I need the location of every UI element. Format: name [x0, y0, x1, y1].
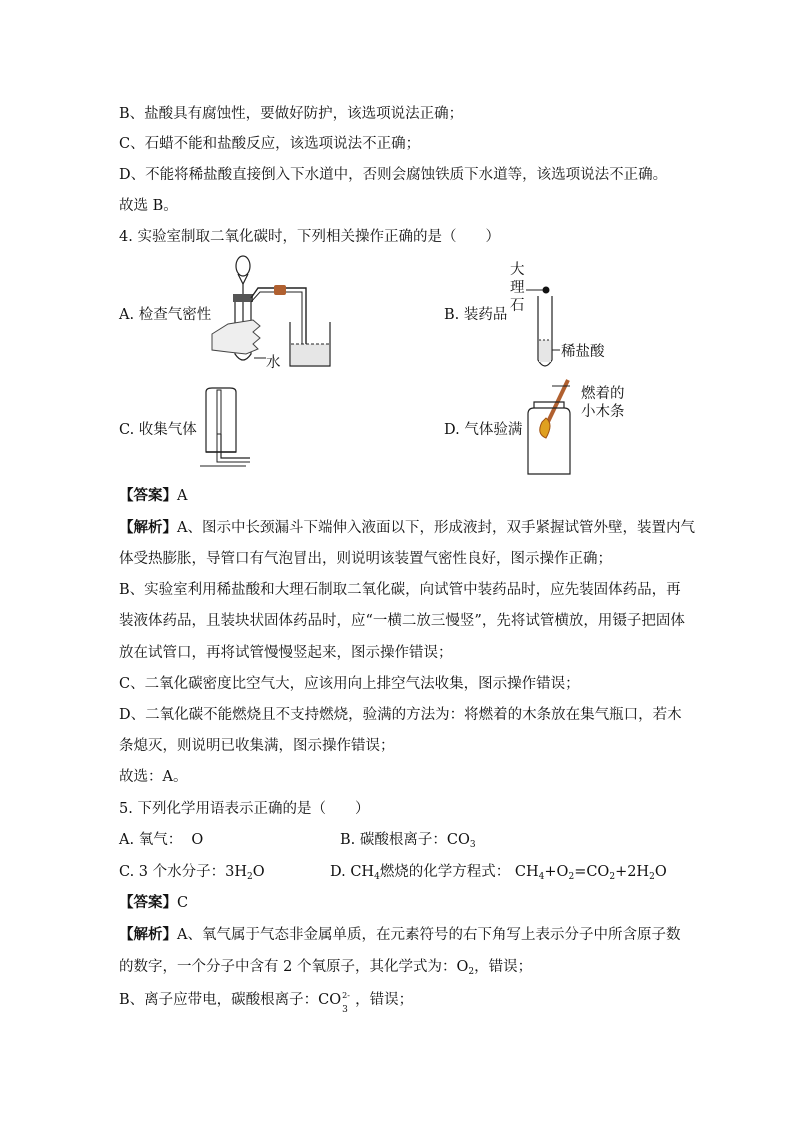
- label-burning-stick-1: 燃着的: [581, 386, 625, 402]
- q4-stem: 4. 实验室制取二氧化碳时，下列相关操作正确的是（ ）: [119, 229, 500, 245]
- q5-option-a: [119, 830, 203, 850]
- q4-answer: [119, 486, 187, 506]
- option-a-label: A. 氧气：: [119, 832, 183, 848]
- analysis-tag: 【解析】: [119, 519, 177, 536]
- q4-analysis-1: [119, 518, 695, 538]
- label-dilute-hcl: 稀盐酸: [561, 344, 605, 360]
- label-water: 水: [266, 355, 281, 371]
- equation-2: 4: [538, 872, 545, 882]
- option-c-v2: O: [252, 864, 265, 880]
- figure-gas-full-test: [524, 378, 576, 476]
- q4-option-c: C. 收集气体: [119, 422, 197, 438]
- q5-answer: [119, 893, 188, 913]
- equation-8: 2: [649, 872, 655, 882]
- prev-answer-choice: 故选 B。: [119, 198, 178, 214]
- answer-value: C: [177, 895, 189, 911]
- answer-tag: 【答案】: [119, 894, 177, 911]
- q4-analysis-6: C、二氧化碳密度比空气大，应该用向上排空气法收集，图示操作错误；: [119, 676, 580, 692]
- q4-analysis-9: 故选：A。: [119, 769, 188, 785]
- label-marble-3: 石: [510, 298, 525, 314]
- equation-5: =CO: [574, 864, 610, 880]
- q4-option-a: A. 检查气密性: [119, 307, 212, 323]
- analysis-3-sub: 3: [342, 1005, 348, 1015]
- q5-stem: 5. 下列化学用语表示正确的是（ ）: [119, 801, 370, 817]
- prev-answer-c: C、石蜡不能和盐酸反应，该选项说法不正确；: [119, 136, 421, 152]
- analysis-2a: 的数字，一个分子中含有 2 个氧原子，其化学式为：O: [119, 959, 469, 975]
- analysis-3b: ，错误；: [355, 992, 414, 1008]
- option-c-label: C. 3 个水分子：: [119, 864, 226, 880]
- equation-9: O: [654, 864, 667, 880]
- option-c-v1: 3H: [225, 864, 248, 880]
- option-b-value: CO: [446, 832, 470, 848]
- q5-analysis-1: [119, 925, 680, 945]
- q4-analysis-3: B、实验室利用稀盐酸和大理石制取二氧化碳，向试管中装药品时，应先装固体药品，再: [119, 582, 681, 598]
- q5-analysis-2: [119, 957, 532, 982]
- answer-value: A: [177, 488, 188, 504]
- option-d-label: D. CH: [330, 864, 375, 880]
- label-marble-2: 理: [510, 280, 525, 296]
- analysis-2-sub: 2: [468, 967, 475, 977]
- analysis-2b: ，错误；: [474, 959, 533, 975]
- answer-tag: 【答案】: [119, 487, 177, 504]
- analysis-3a: B、离子应带电，碳酸根离子：CO: [119, 992, 342, 1008]
- q4-option-d: D. 气体验满: [444, 422, 523, 438]
- q4-analysis-4: 装液体药品，且装块状固体药品时，应“一横二放三慢竖”，先将试管横放，用镊子把固体: [119, 613, 685, 629]
- q4-option-b: B. 装药品: [444, 307, 508, 323]
- option-a-value: O: [191, 832, 204, 848]
- option-d-label2: 燃烧的化学方程式：: [379, 864, 511, 880]
- q4-analysis-5: 放在试管口，再将试管慢慢竖起来，图示操作错误；: [119, 645, 453, 661]
- q5-option-d: [330, 862, 667, 887]
- analysis-text: A、氧气属于气态非金属单质，在元素符号的右下角写上表示分子中所含原子数: [177, 927, 681, 943]
- q5-option-c: [119, 862, 265, 887]
- q4-analysis-2: 体受热膨胀，导管口有气泡冒出，则说明该装置气密性良好，图示操作正确；: [119, 551, 612, 567]
- figure-gas-collection: [196, 386, 252, 470]
- equation-7: +2H: [615, 864, 650, 880]
- q5-analysis-3: [119, 990, 414, 1015]
- equation-3: +O: [544, 864, 569, 880]
- option-b-sub: 3: [469, 840, 476, 850]
- analysis-text: A、图示中长颈漏斗下端伸入液面以下，形成液封，双手紧握试管外壁，装置内气: [177, 520, 695, 536]
- analysis-tag: 【解析】: [119, 926, 177, 943]
- equation-4: 2: [568, 872, 575, 882]
- q4-analysis-8: 条熄灭，则说明已收集满，图示操作错误；: [119, 738, 395, 754]
- prev-answer-b: B、盐酸具有腐蚀性，要做好防护，该选项说法正确；: [119, 106, 464, 122]
- label-burning-stick-2: 小木条: [581, 404, 625, 420]
- label-marble-1: 大: [510, 262, 525, 278]
- option-d-sub: 4: [374, 872, 380, 882]
- q4-analysis-7: D、二氧化碳不能燃烧且不支持燃烧，验满的方法为：将燃着的木条放在集气瓶口，若木: [119, 707, 682, 723]
- figure-load-reagents: [520, 280, 560, 372]
- option-b-label: B. 碳酸根离子：: [340, 832, 447, 848]
- equation-1: CH: [514, 864, 539, 880]
- q5-option-b: [340, 830, 476, 855]
- equation-6: 2: [609, 872, 616, 882]
- analysis-3-sup: 2-: [342, 991, 350, 1000]
- prev-answer-d: D、不能将稀盐酸直接倒入下水道中，否则会腐蚀铁质下水道等，该选项说法不正确。: [119, 167, 668, 183]
- option-c-sub: 2: [247, 872, 253, 882]
